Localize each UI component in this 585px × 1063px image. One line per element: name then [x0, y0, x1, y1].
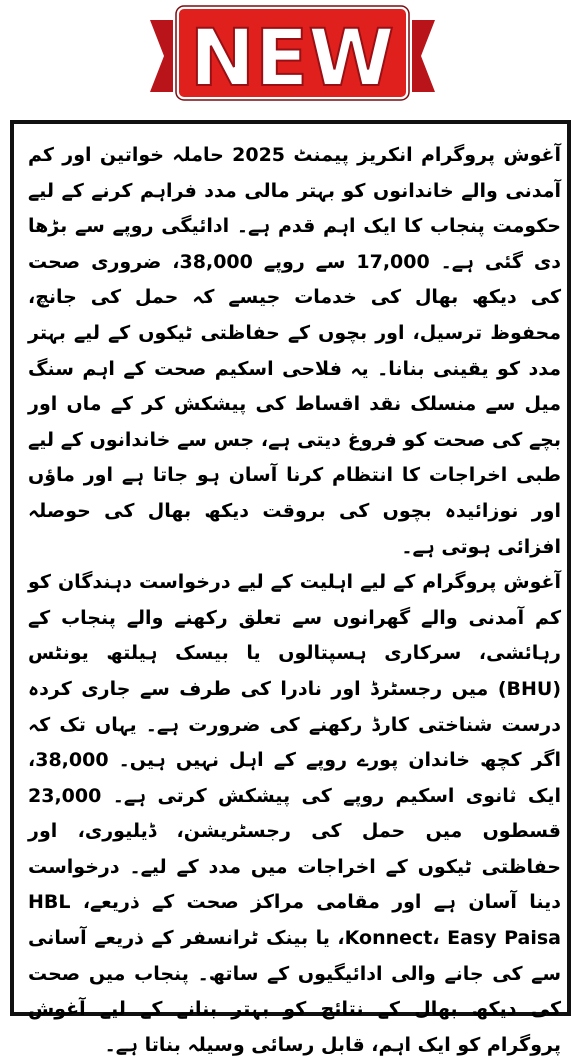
new-banner [0, 0, 585, 120]
article-paragraph-1: آغوش پروگرام انکریز پیمنٹ 2025 حاملہ خواتین اور کم آمدنی والے خاندانوں کو بہتر مالی مدد فراہم کرنے کے لیے حکومت پنجاب کا ایک اہم قدم ہے۔ ادائیگی روپے سے بڑھا دی گئی ہے۔ 17,000 سے روپے 38,000، ضروری صحت کی دیکھ بھال کی خدمات جیسے کہ حمل کی جانچ، محفوظ ترسیل، اور بچوں کے حفاظتی ٹیکوں کے لیے بہتر مدد کو یقینی بنانا۔ یہ فلاحی اسکیم صحت کے اہم سنگ میل سے منسلک نقد اقساط کی پیشکش کر کے ماں اور بچے کی صحت کو فروغ دیتی ہے، جس سے خاندانوں کے لیے طبی اخراجات کا انتظام کرنا آسان ہو جاتا ہے اور ماؤں اور نوزائیدہ بچوں کی بروقت دیکھ بھال کی حوصلہ افزائی ہوتی ہے۔ [28, 144, 561, 558]
new-ribbon-graphic [0, 0, 585, 120]
article-paragraph-2: آغوش پروگرام کے لیے اہلیت کے لیے درخواست دہندگان کو کم آمدنی والے گھرانوں سے تعلق رکھنے والے پنجاب کے رہائشی، سرکاری ہسپتالوں یا بیسک ہیلتھ یونٹس (BHU) میں رجسٹرڈ اور نادرا کی طرف سے جاری کردہ درست شناختی کارڈ رکھنے کی ضرورت ہے۔ یہاں تک کہ اگر کچھ خاندان پورے روپے کے اہل نہیں ہیں۔ 38,000، ایک ثانوی اسکیم روپے کی پیشکش کرتی ہے۔ 23,000 قسطوں میں حمل کی رجسٹریشن، ڈیلیوری، اور حفاظتی ٹیکوں کے اخراجات میں مدد کے لیے۔ درخواست دینا آسان ہے اور مقامی مراکز صحت کے ذریعے، HBL Konnect، Easy Paisa، یا بینک ٹرانسفر کے ذریعے آسانی سے کی جانے والی ادائیگیوں کے ساتھ۔ پنجاب میں صحت کی دیکھ بھال کے نتائج کو بہتر بنانے کے لیے آغوش پروگرام کو ایک اہم، قابل رسائی وسیلہ بناتا ہے۔ [28, 571, 561, 1056]
new-badge-text: NEW [189, 14, 395, 104]
article-frame [10, 120, 571, 1056]
article-text [28, 138, 561, 1056]
